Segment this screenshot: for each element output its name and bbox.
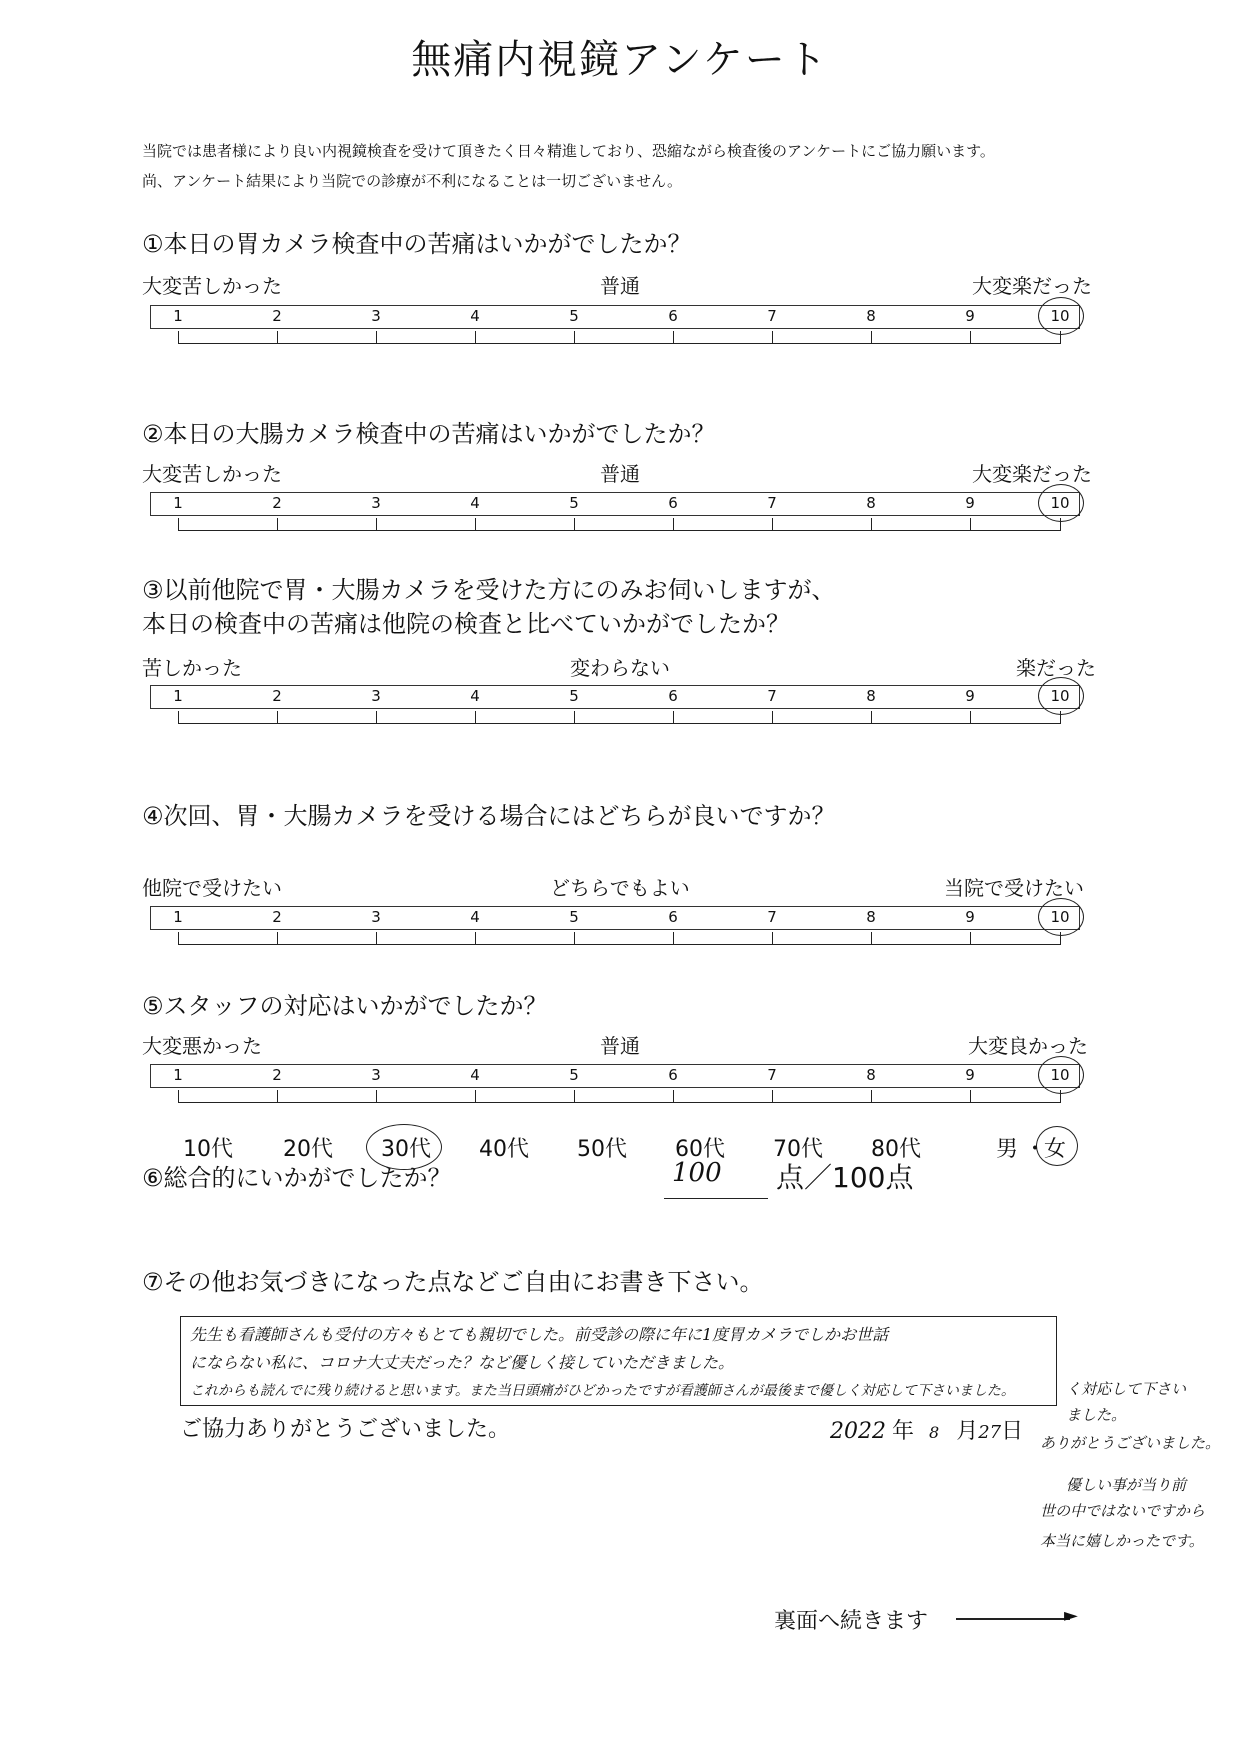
- scale-number-3[interactable]: 3: [371, 307, 381, 325]
- date-year: 2022: [830, 1419, 886, 1444]
- date-month-label: 月: [956, 1419, 979, 1444]
- scale-tick: [673, 711, 674, 724]
- scale-tick: [871, 711, 872, 724]
- scale-tick: [574, 932, 575, 945]
- scale-tick: [178, 518, 179, 531]
- date-day-label: 日: [1001, 1419, 1024, 1444]
- scale-number-4[interactable]: 4: [470, 307, 480, 325]
- scale-baseline: [178, 343, 1060, 344]
- scale-tick: [277, 331, 278, 344]
- side-note-2: ました。: [1066, 1406, 1127, 1424]
- side-note-3: ありがとうございました。: [1040, 1434, 1221, 1452]
- q3-mid-label: 変わらない: [570, 656, 670, 680]
- q3-title-line-1: ③以前他院で胃・大腸カメラを受けた方にのみお伺いしますが、: [142, 576, 836, 604]
- q1-title: ①本日の胃カメラ検査中の苦痛はいかがでしたか？: [142, 230, 692, 258]
- age-option-40s[interactable]: 40代: [479, 1137, 529, 1162]
- age-option-50s[interactable]: 50代: [577, 1137, 627, 1162]
- q4-left-label: 他院で受けたい: [142, 876, 282, 900]
- scale-tick: [475, 932, 476, 945]
- scale-number-5[interactable]: 5: [569, 307, 579, 325]
- q5-mid-label: 普通: [600, 1034, 640, 1058]
- continue-text: 裏面へ続きます: [774, 1609, 929, 1634]
- q1-left-label: 大変苦しかった: [142, 274, 282, 298]
- scale-tick: [475, 331, 476, 344]
- scale-tick: [970, 1090, 971, 1103]
- scale-number-9[interactable]: 9: [965, 307, 975, 325]
- q3-right-label: 楽だった: [1016, 656, 1096, 680]
- scale-number-2[interactable]: 2: [272, 908, 282, 926]
- scale-tick: [772, 932, 773, 945]
- arrow-right-icon: ►: [1064, 1605, 1078, 1626]
- comment-line-1: 先生も看護師さんも受付の方々もとても親切でした。前受診の際に年に1度胃カメラでしかお世話: [190, 1325, 889, 1344]
- scale-number-1[interactable]: 1: [173, 494, 183, 512]
- scale-tick: [178, 932, 179, 945]
- scale-number-6[interactable]: 6: [668, 687, 678, 705]
- q1-right-label: 大変楽だった: [972, 274, 1092, 298]
- scale-number-2[interactable]: 2: [272, 307, 282, 325]
- scale-number-6[interactable]: 6: [668, 494, 678, 512]
- scale-number-8[interactable]: 8: [866, 908, 876, 926]
- comment-line-3: これからも読んでに残り続けると思います。また当日頭痛がひどかったですが看護師さんが最後まで優しく対応して下さいました。: [190, 1383, 1015, 1399]
- q5-right-label: 大変良かった: [968, 1034, 1088, 1058]
- scale-number-10[interactable]: 10: [1050, 908, 1070, 926]
- scale-number-7[interactable]: 7: [767, 307, 777, 325]
- scale-tick: [871, 518, 872, 531]
- side-note-5: 世の中ではないですから: [1040, 1502, 1206, 1520]
- scale-number-10[interactable]: 10: [1050, 307, 1070, 325]
- page-title: 無痛内視鏡アンケート: [411, 37, 829, 83]
- q2-right-label: 大変楽だった: [972, 462, 1092, 486]
- q3-scale[interactable]: [150, 685, 1080, 753]
- scale-tick: [772, 331, 773, 344]
- scale-number-6[interactable]: 6: [668, 307, 678, 325]
- q6-suffix: 点／100点: [776, 1161, 914, 1194]
- age-option-10s[interactable]: 10代: [183, 1137, 233, 1162]
- q1-scale[interactable]: [150, 305, 1080, 373]
- side-note-4: 優しい事が当り前: [1066, 1476, 1187, 1494]
- gender-selection-circle: [1036, 1126, 1078, 1166]
- scale-number-8[interactable]: 8: [866, 687, 876, 705]
- scale-answer-circle: [1038, 677, 1084, 715]
- scale-baseline: [178, 1102, 1060, 1103]
- q3-title-line-2: 本日の検査中の苦痛は他院の検査と比べていかがでしたか？: [142, 610, 790, 638]
- scale-number-3[interactable]: 3: [371, 1066, 381, 1084]
- scale-tick: [376, 518, 377, 531]
- scale-number-7[interactable]: 7: [767, 1066, 777, 1084]
- q6-answer-handwritten: 100: [672, 1158, 722, 1188]
- scale-number-8[interactable]: 8: [866, 1066, 876, 1084]
- scale-number-7[interactable]: 7: [767, 687, 777, 705]
- scale-baseline: [178, 944, 1060, 945]
- age-option-80s[interactable]: 80代: [871, 1137, 921, 1162]
- scale-answer-circle: [1038, 898, 1084, 936]
- scale-tick: [871, 932, 872, 945]
- age-option-30s[interactable]: 30代: [381, 1137, 431, 1162]
- continue-arrow-line: [956, 1618, 1070, 1620]
- q5-scale[interactable]: [150, 1064, 1080, 1132]
- scale-tick: [574, 518, 575, 531]
- scale-tick: [772, 518, 773, 531]
- scale-tick: [376, 331, 377, 344]
- q2-scale[interactable]: [150, 492, 1080, 560]
- scale-number-1[interactable]: 1: [173, 307, 183, 325]
- scale-number-9[interactable]: 9: [965, 1066, 975, 1084]
- scale-answer-circle: [1038, 484, 1084, 522]
- scale-tick: [673, 1090, 674, 1103]
- scale-number-1[interactable]: 1: [173, 687, 183, 705]
- scale-number-2[interactable]: 2: [272, 687, 282, 705]
- scale-number-3[interactable]: 3: [371, 687, 381, 705]
- scale-number-4[interactable]: 4: [470, 1066, 480, 1084]
- scale-number-5[interactable]: 5: [569, 1066, 579, 1084]
- scale-tick: [475, 1090, 476, 1103]
- scale-number-10[interactable]: 10: [1050, 687, 1070, 705]
- scale-tick: [178, 1090, 179, 1103]
- q4-scale[interactable]: [150, 906, 1080, 974]
- scale-number-4[interactable]: 4: [470, 687, 480, 705]
- scale-number-10[interactable]: 10: [1050, 1066, 1070, 1084]
- gender-dot: ・: [1024, 1137, 1047, 1162]
- scale-tick: [277, 711, 278, 724]
- scale-number-3[interactable]: 3: [371, 494, 381, 512]
- scale-number-10[interactable]: 10: [1050, 494, 1070, 512]
- scale-tick: [970, 331, 971, 344]
- scale-tick: [871, 1090, 872, 1103]
- intro-line-2: 尚、アンケート結果により当院での診療が不利になることは一切ございません。: [142, 172, 683, 190]
- scale-tick: [772, 711, 773, 724]
- q2-mid-label: 普通: [600, 462, 640, 486]
- scale-tick: [970, 932, 971, 945]
- q2-left-label: 大変苦しかった: [142, 462, 282, 486]
- q4-right-label: 当院で受けたい: [944, 876, 1084, 900]
- scale-baseline: [178, 530, 1060, 531]
- scale-number-1[interactable]: 1: [173, 908, 183, 926]
- comment-line-2: にならない私に、コロナ大丈夫だった？など優しく接していただきました。: [190, 1353, 735, 1372]
- scale-number-3[interactable]: 3: [371, 908, 381, 926]
- scale-tick: [970, 711, 971, 724]
- side-note-1: く対応して下さい: [1066, 1380, 1187, 1398]
- q4-title: ④次回、胃・大腸カメラを受ける場合にはどちらが良いですか？: [142, 802, 836, 830]
- scale-tick: [376, 711, 377, 724]
- scale-tick: [970, 518, 971, 531]
- scale-tick: [376, 1090, 377, 1103]
- thanks-text: ご協力ありがとうございました。: [180, 1417, 511, 1442]
- scale-number-9[interactable]: 9: [965, 687, 975, 705]
- scale-number-4[interactable]: 4: [470, 908, 480, 926]
- q6-answer-underline: [664, 1198, 768, 1199]
- age-option-60s[interactable]: 60代: [675, 1137, 725, 1162]
- scale-number-2[interactable]: 2: [272, 494, 282, 512]
- scale-number-9[interactable]: 9: [965, 494, 975, 512]
- q2-title: ②本日の大腸カメラ検査中の苦痛はいかがでしたか？: [142, 420, 716, 448]
- scale-tick: [772, 1090, 773, 1103]
- scale-tick: [277, 932, 278, 945]
- scale-answer-circle: [1038, 1056, 1084, 1094]
- scale-number-5[interactable]: 5: [569, 908, 579, 926]
- q5-left-label: 大変悪かった: [142, 1034, 262, 1058]
- scale-number-7[interactable]: 7: [767, 908, 777, 926]
- age-selection-circle: [366, 1124, 442, 1170]
- scale-number-4[interactable]: 4: [470, 494, 480, 512]
- scale-number-8[interactable]: 8: [866, 494, 876, 512]
- scale-answer-circle: [1038, 297, 1084, 335]
- side-note-6: 本当に嬉しかったです。: [1040, 1532, 1204, 1550]
- scale-number-8[interactable]: 8: [866, 307, 876, 325]
- q7-title: ⑦その他お気づきになった点などご自由にお書き下さい。: [142, 1268, 764, 1296]
- age-option-70s[interactable]: 70代: [773, 1137, 823, 1162]
- scale-tick: [574, 711, 575, 724]
- date-day: 27: [978, 1422, 1002, 1443]
- date-year-label: 年: [892, 1419, 915, 1444]
- scale-number-1[interactable]: 1: [173, 1066, 183, 1084]
- scale-tick: [475, 711, 476, 724]
- scale-tick: [673, 932, 674, 945]
- scale-tick: [574, 1090, 575, 1103]
- q6-title: ⑥総合的にいかがでしたか？: [142, 1164, 452, 1192]
- scale-tick: [277, 1090, 278, 1103]
- scale-tick: [673, 518, 674, 531]
- gender-male[interactable]: 男: [996, 1137, 1019, 1162]
- scale-number-7[interactable]: 7: [767, 494, 777, 512]
- date-month: 8: [929, 1423, 940, 1442]
- scale-number-5[interactable]: 5: [569, 687, 579, 705]
- scale-tick: [871, 331, 872, 344]
- scale-baseline: [178, 723, 1060, 724]
- scale-tick: [178, 711, 179, 724]
- scale-number-5[interactable]: 5: [569, 494, 579, 512]
- scale-number-2[interactable]: 2: [272, 1066, 282, 1084]
- age-option-20s[interactable]: 20代: [283, 1137, 333, 1162]
- scale-tick: [574, 331, 575, 344]
- q4-mid-label: どちらでもよい: [550, 876, 690, 900]
- scale-number-6[interactable]: 6: [668, 908, 678, 926]
- q1-mid-label: 普通: [600, 274, 640, 298]
- scale-tick: [178, 331, 179, 344]
- q3-left-label: 苦しかった: [142, 656, 242, 680]
- scale-tick: [475, 518, 476, 531]
- scale-number-9[interactable]: 9: [965, 908, 975, 926]
- date-field: [830, 1414, 1023, 1445]
- scale-tick: [673, 331, 674, 344]
- gender-female[interactable]: 女: [1044, 1137, 1067, 1162]
- intro-line-1: 当院では患者様により良い内視鏡検査を受けて頂きたく日々精進しており、恐縮ながら検査後のアンケートにご協力願います。: [142, 142, 995, 160]
- scale-tick: [277, 518, 278, 531]
- scale-tick: [376, 932, 377, 945]
- q5-title: ⑤スタッフの対応はいかがでしたか？: [142, 992, 548, 1020]
- scale-number-6[interactable]: 6: [668, 1066, 678, 1084]
